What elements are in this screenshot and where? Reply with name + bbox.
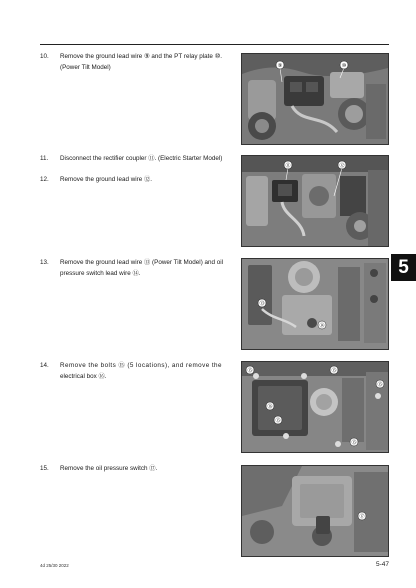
callout-label: ⑯ [267, 403, 273, 410]
callout-label: ⑭ [319, 322, 325, 329]
callout-label: ⑮ [351, 439, 357, 446]
step-number: 13. [40, 259, 49, 266]
photo-step-13 [241, 258, 389, 350]
step-text [60, 360, 240, 382]
photo-step-10 [241, 53, 389, 145]
callout-label: ⑪ [285, 162, 291, 169]
step-text [60, 174, 240, 185]
step-line: Remove the ground lead wire ⑬ (Power Tilt Model) and oil [60, 259, 224, 266]
step-line: Disconnect the rectifier coupler ⑪. (Electric Starter Model) [60, 155, 223, 162]
step-number: 12. [40, 176, 49, 183]
engine-photo-2 [242, 156, 388, 246]
callout-label: ⑮ [275, 417, 281, 424]
step-line: Remove the oil pressure switch ⑰. [60, 465, 158, 472]
callout-label: ⑮ [247, 367, 253, 374]
callout-label: ⑬ [259, 300, 265, 307]
photo-step-11-12 [241, 155, 389, 247]
step-number: 10. [40, 53, 49, 60]
step-line: electrical box ⑯. [60, 373, 107, 380]
engine-photo-4 [242, 362, 388, 452]
step-line: (Power Tilt Model) [60, 64, 111, 71]
callout-label: ⑫ [339, 162, 345, 169]
header-rule [40, 44, 389, 45]
step-number: 14. [40, 362, 49, 369]
photo-step-15 [241, 465, 389, 557]
step-line: pressure switch lead wire ⑭. [60, 270, 141, 277]
engine-photo-1 [242, 54, 388, 144]
callout-label: ⑮ [331, 367, 337, 374]
step-text [60, 153, 240, 164]
callout-label: ⑮ [377, 381, 383, 388]
footer-code: 4d 25/30 2022 [40, 563, 69, 568]
engine-photo-3 [242, 259, 388, 349]
page-number: 5-47 [375, 561, 389, 568]
step-line: Remove the bolts ⑮ (5 locations), and remove the [60, 362, 222, 369]
callout-label: ⑰ [359, 513, 365, 520]
step-text [60, 51, 240, 73]
step-number: 11. [40, 155, 49, 162]
engine-photo-5 [242, 466, 388, 556]
step-text [60, 257, 240, 279]
callout-label: ⑩ [341, 62, 347, 69]
section-tab: 5 [391, 254, 416, 281]
step-text [60, 463, 240, 474]
photo-step-14 [241, 361, 389, 453]
callout-label: ⑨ [277, 62, 283, 69]
step-line: Remove the ground lead wire ⑨ and the PT relay plate ⑩. [60, 53, 223, 60]
step-number: 15. [40, 465, 49, 472]
step-line: Remove the ground lead wire ⑫. [60, 176, 153, 183]
